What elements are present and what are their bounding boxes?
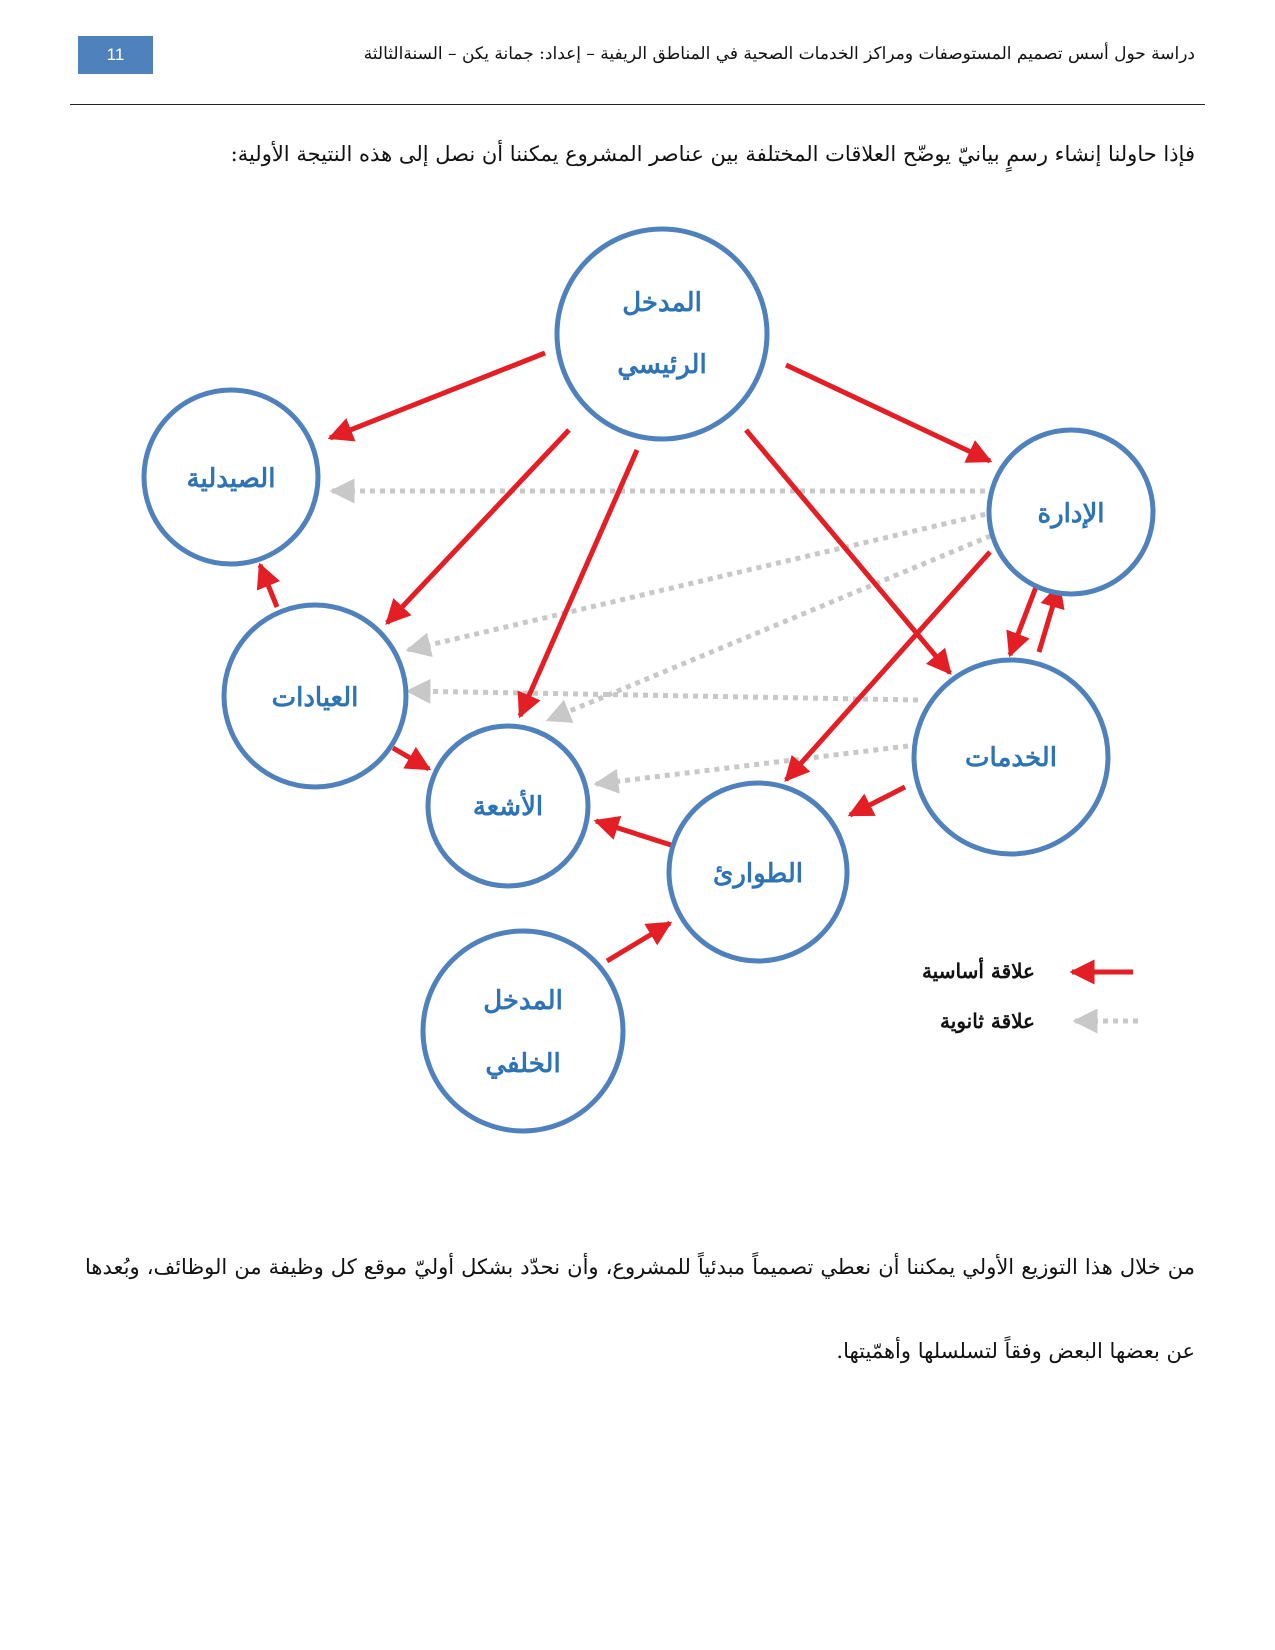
primary-arrow-main-pharmacy <box>330 353 545 438</box>
page-number-badge: 11 <box>78 36 153 74</box>
node-emergency <box>669 783 847 961</box>
node-clinics <box>224 605 406 787</box>
intro-paragraph: فإذا حاولنا إنشاء رسمٍ بيانيّ يوضّح العلاقات المختلفة بين عناصر المشروع يمكننا أن نصل إلى هذه النتيجة الأولية: <box>230 142 1195 166</box>
node-administration-label: الإدارة <box>1037 499 1105 529</box>
node-back-entrance-label-1: المدخل <box>483 986 563 1016</box>
primary-arrow-emergency-radiology <box>596 821 671 845</box>
node-main-entrance-label-2: الرئيسي <box>617 350 707 380</box>
running-header-title: دراسة حول أسس تصميم المستوصفات ومراكز الخدمات الصحية في المناطق الريفية – إعداد: جمانة يكن – السنةالثالثة <box>363 44 1195 64</box>
legend-secondary-label: علاقة ثانوية <box>940 1009 1035 1033</box>
legend-primary-label: علاقة أساسية <box>921 959 1035 983</box>
node-main-entrance-label-1: المدخل <box>622 288 702 318</box>
legend <box>922 957 1138 1034</box>
node-emergency-label: الطوارئ <box>712 859 804 889</box>
node-services <box>914 660 1108 854</box>
node-clinics-label: العيادات <box>271 683 359 713</box>
node-pharmacy <box>144 390 318 564</box>
primary-arrow-main-clinics <box>387 430 569 623</box>
node-back-entrance-label-2: الخلفي <box>485 1049 561 1079</box>
primary-arrow-services-emergency <box>850 787 905 815</box>
primary-arrow-back-emergency <box>607 923 670 961</box>
primary-arrow-main-radiology <box>520 450 637 716</box>
primary-arrow-main-services <box>746 430 950 673</box>
node-pharmacy-label: الصيدلية <box>186 464 276 494</box>
primary-arrow-clinics-radiology <box>393 748 429 769</box>
primary-arrow-admin-services <box>1010 587 1036 655</box>
node-administration <box>989 430 1153 594</box>
primary-arrow-clinics-pharmacy <box>260 565 277 607</box>
node-radiology <box>428 726 588 886</box>
secondary-arrow-admin-clinics <box>408 512 995 650</box>
node-back-entrance <box>423 931 623 1131</box>
secondary-arrow-services-radiology <box>596 746 908 784</box>
primary-arrow-main-admin <box>786 365 990 461</box>
conclusion-paragraph: من خلال هذا التوزيع الأولي يمكننا أن نعطي تصميماً مبدئياً للمشروع، وأن نحدّد بشكل أوليّ موقع كل وظيفة من الوظائف، وبُعدها عن بعضها البعض وفقاً لتسلسلها وأهمّيتها. <box>85 1255 1195 1363</box>
secondary-relations <box>332 491 1000 784</box>
secondary-arrow-admin-radiology <box>548 532 1000 720</box>
node-radiology-label: الأشعة <box>472 792 544 822</box>
secondary-arrow-services-clinics <box>408 691 918 700</box>
node-services-label: الخدمات <box>965 743 1057 773</box>
node-main-entrance <box>557 229 767 439</box>
